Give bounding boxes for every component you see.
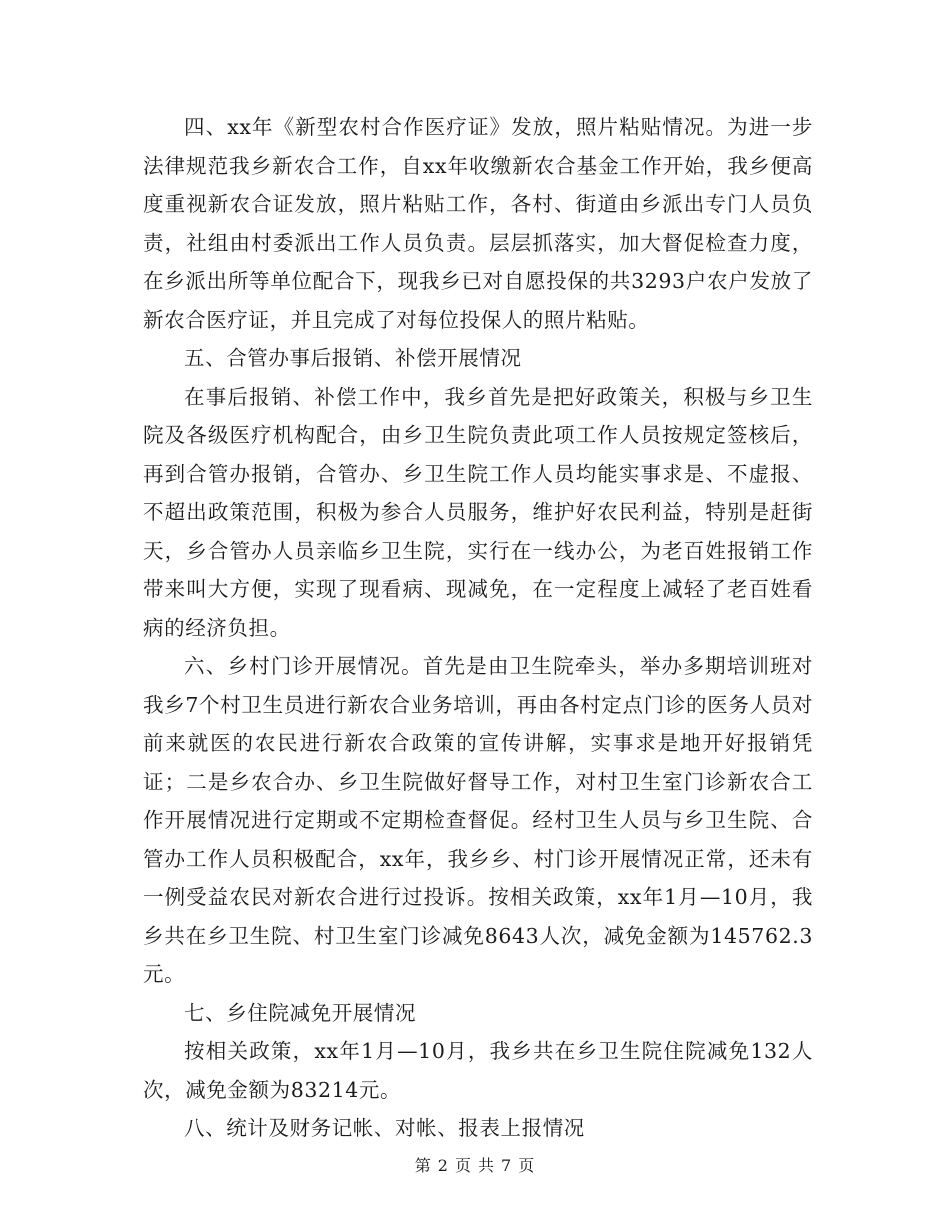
heading-section-5: 五、合管办事后报销、补偿开展情况	[184, 346, 522, 370]
footer-total-pages: 7	[501, 1156, 513, 1175]
footer-prefix: 第	[414, 1156, 432, 1175]
paragraph-section-7: 按相关政策，xx年1月—10月，我乡共在乡卫生院住院减免132人次，减免金额为83214元。	[143, 1039, 813, 1102]
paragraph-section-6: 六、乡村门诊开展情况。首先是由卫生院牵头，举办多期培训班对我乡7个村卫生员进行新农合业务培训，再由各村定点门诊的医务人员对前来就医的农民进行新农合政策的宣传讲解，实事求是地开好报销凭证；二是乡农合办、乡卫生院做好督导工作，对村卫生室门诊新农合工作开展情况进行定期或不定期检查督促。经村卫生人员与乡卫生院、合管办工作人员积极配合，xx年，我乡乡、村门诊开展情况正常，还未有一例受益农民对新农合进行过投诉。按相关政策，xx年1月—10月，我乡共在乡卫生院、村卫生室门诊减免8643人次，减免金额为145762.3元。	[143, 654, 813, 986]
footer-page-unit: 页	[454, 1156, 472, 1175]
footer-total-word: 共	[478, 1156, 496, 1175]
document-body	[143, 108, 813, 1148]
heading-section-7: 七、乡住院减免开展情况	[184, 1000, 417, 1025]
footer-suffix: 页	[518, 1156, 536, 1175]
footer-current-page: 2	[437, 1156, 449, 1175]
heading-section-8: 八、统计及财务记帐、对帐、报表上报情况	[184, 1116, 585, 1140]
page-footer	[0, 1153, 950, 1176]
paragraph-section-5: 在事后报销、补偿工作中，我乡首先是把好政策关，积极与乡卫生院及各级医疗机构配合，由乡卫生院负责此项工作人员按规定签核后，再到合管办报销，合管办、乡卫生院工作人员均能实事求是、不虚报、不超出政策范围，积极为参合人员服务，维护好农民利益，特别是赶街天，乡合管办人员亲临乡卫生院，实行在一线办公，为老百姓报销工作带来叫大方便，实现了现看病、现减免，在一定程度上减轻了老百姓看病的经济负担。	[143, 384, 813, 640]
paragraph-section-4: 四、xx年《新型农村合作医疗证》发放，照片粘贴情况。为进一步法律规范我乡新农合工作，自xx年收缴新农合基金工作开始，我乡便高度重视新农合证发放，照片粘贴工作，各村、街道由乡派出专门人员负责，社组由村委派出工作人员负责。层层抓落实，加大督促检查力度，在乡派出所等单位配合下，现我乡已对自愿投保的共3293户农户发放了新农合医疗证，并且完成了对每位投保人的照片粘贴。	[143, 115, 813, 332]
